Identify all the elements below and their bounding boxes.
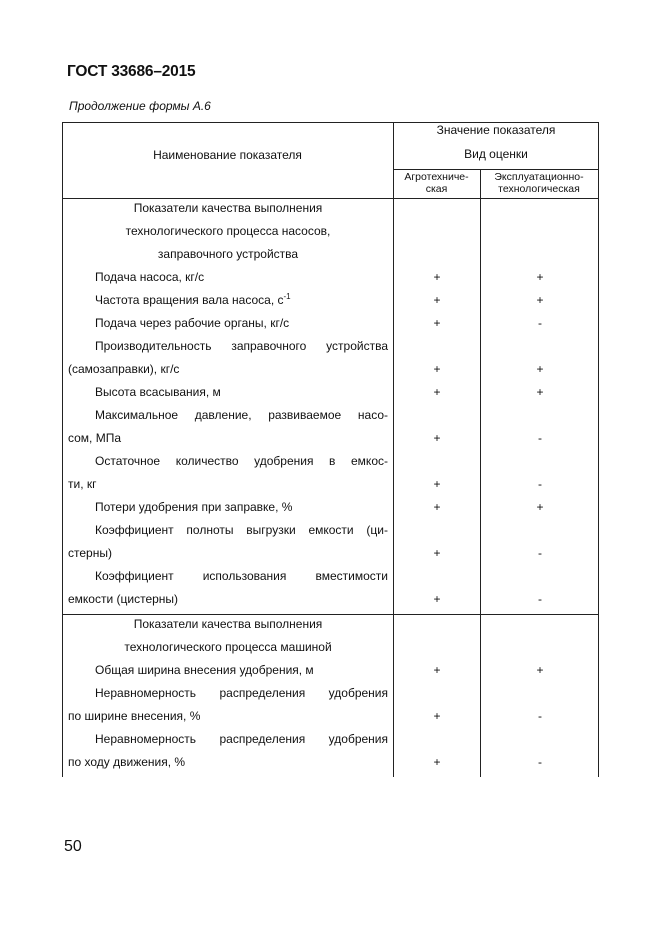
table-row xyxy=(62,312,599,335)
header-expl-line2: технологическая xyxy=(498,183,580,195)
header-indicator-value: Значение показателя xyxy=(436,123,556,137)
indicator-name: Подача через рабочие органы, кг/с xyxy=(95,316,290,330)
header-expl-line1: Эксплуатационно- xyxy=(494,171,584,183)
indicator-name: Производительность заправочного устройства xyxy=(95,339,388,353)
expl-value: + xyxy=(536,385,544,399)
section-heading: заправочного устройства xyxy=(157,247,299,261)
indicator-name-cont: (самозаправки), кг/с xyxy=(68,362,180,376)
section-heading: Показатели качества выполнения xyxy=(133,617,323,631)
agro-value: + xyxy=(433,755,441,769)
table-row xyxy=(62,588,599,611)
expl-value: - xyxy=(538,431,542,445)
indicator-name: Коэффициент использования вместимости xyxy=(95,569,388,583)
table-row xyxy=(62,751,599,774)
expl-value: - xyxy=(538,709,542,723)
header-agro-line1: Агротехниче- xyxy=(404,171,469,183)
expl-value: + xyxy=(536,663,544,677)
agro-value: + xyxy=(433,362,441,376)
header-agro-line2: ская xyxy=(425,183,448,195)
table-row xyxy=(62,519,599,542)
section-heading: Показатели качества выполнения xyxy=(133,201,323,215)
header-evaluation-type: Вид оценки xyxy=(464,147,528,161)
table-row xyxy=(62,266,599,289)
table-row xyxy=(62,450,599,473)
indicator-name: Неравномерность распределения удобрения xyxy=(95,732,388,746)
agro-value: + xyxy=(433,546,441,560)
table-row xyxy=(62,404,599,427)
indicator-name: Общая ширина внесения удобрения, м xyxy=(95,663,314,677)
table-row xyxy=(62,705,599,728)
table-row xyxy=(62,335,599,358)
agro-value: + xyxy=(433,431,441,445)
agro-value: + xyxy=(433,500,441,514)
table-row xyxy=(62,613,599,636)
expl-value: - xyxy=(538,477,542,491)
indicator-name: Подача насоса, кг/с xyxy=(95,270,205,284)
table-row xyxy=(62,636,599,659)
indicator-name: Потери удобрения при заправке, % xyxy=(95,500,293,514)
table-row xyxy=(62,473,599,496)
form-continuation-note: Продолжение формы А.6 xyxy=(69,99,211,113)
header-indicator-name: Наименование показателя xyxy=(153,148,302,162)
section-heading: технологического процесса насосов, xyxy=(125,224,331,238)
header-agrotechnical xyxy=(393,171,480,195)
table-row xyxy=(62,220,599,243)
expl-value: - xyxy=(538,755,542,769)
indicator-name-cont: емкости (цистерны) xyxy=(68,592,179,606)
expl-value: - xyxy=(538,316,542,330)
table-row xyxy=(62,728,599,751)
agro-value: + xyxy=(433,270,441,284)
agro-value: + xyxy=(433,663,441,677)
header-operational xyxy=(480,171,598,195)
indicator-name: Остаточное количество удобрения в емкос- xyxy=(95,454,388,468)
table-row xyxy=(62,381,599,404)
expl-value: + xyxy=(536,270,544,284)
table-row xyxy=(62,427,599,450)
page-number: 50 xyxy=(64,838,82,855)
indicator-name: Коэффициент полноты выгрузки емкости (ци- xyxy=(95,523,388,537)
section-heading: технологического процесса машиной xyxy=(124,640,332,654)
table-row xyxy=(62,358,599,381)
expl-value: - xyxy=(538,546,542,560)
header-divider-eval xyxy=(393,169,599,170)
indicator-name-cont: стерны) xyxy=(68,546,112,560)
table-row xyxy=(62,565,599,588)
table-row xyxy=(62,542,599,565)
table-row xyxy=(62,289,599,312)
unit-exponent: -1 xyxy=(283,292,291,301)
expl-value: - xyxy=(538,592,542,606)
table-row xyxy=(62,496,599,519)
table-row xyxy=(62,197,599,220)
agro-value: + xyxy=(433,385,441,399)
indicator-text: Частота вращения вала насоса, с xyxy=(95,293,284,307)
agro-value: + xyxy=(433,477,441,491)
agro-value: + xyxy=(433,316,441,330)
table-row xyxy=(62,659,599,682)
indicator-name: Максимальное давление, развиваемое насо- xyxy=(95,408,388,422)
expl-value: + xyxy=(536,500,544,514)
indicator-name xyxy=(68,289,388,312)
indicators-table xyxy=(62,122,599,777)
indicator-name-cont: по ширине внесения, % xyxy=(68,709,201,723)
agro-value: + xyxy=(433,293,441,307)
indicator-name: Высота всасывания, м xyxy=(95,385,221,399)
expl-value: + xyxy=(536,362,544,376)
agro-value: + xyxy=(433,709,441,723)
expl-value: + xyxy=(536,293,544,307)
indicator-name-cont: по ходу движения, % xyxy=(68,755,186,769)
agro-value: + xyxy=(433,592,441,606)
indicator-name-cont: сом, МПа xyxy=(68,431,122,445)
document-title: ГОСТ 33686–2015 xyxy=(67,63,196,80)
table-row xyxy=(62,243,599,266)
indicator-name-cont: ти, кг xyxy=(68,477,97,491)
table-row xyxy=(62,682,599,705)
indicator-name: Неравномерность распределения удобрения xyxy=(95,686,388,700)
